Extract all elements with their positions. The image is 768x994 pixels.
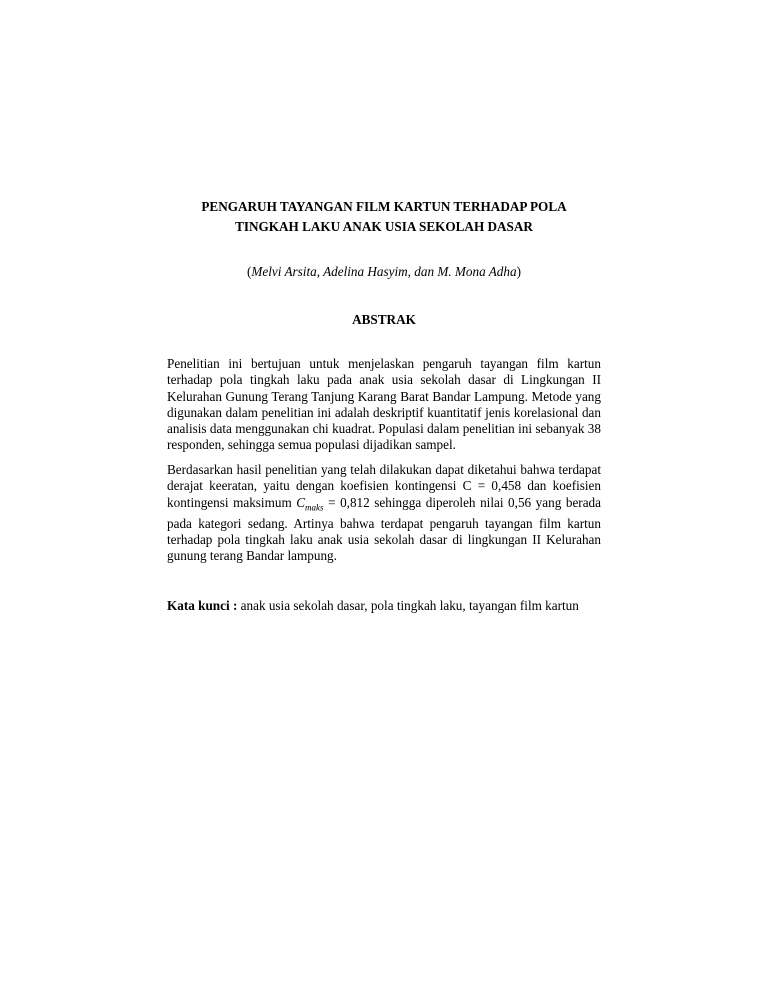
abstract-paragraph-2 xyxy=(167,462,601,564)
author-names: Melvi Arsita, Adelina Hasyim, dan M. Mona Adha xyxy=(251,264,517,279)
keywords-label: Kata kunci : xyxy=(167,598,238,613)
cmaks-symbol-main: C xyxy=(296,494,306,510)
author-list xyxy=(150,262,618,282)
abstract-paragraph-1: Penelitian ini bertujuan untuk menjelaskan pengaruh tayangan film kartun terhadap pola tingkah laku pada anak usia sekolah dasar di Lingkungan II Kelurahan Gunung Terang Tanjung Karang Barat Bandar Lampung. Metode yang digunakan dalam penelitian ini adalah deskriptif kuantitatif jenis korelasional dan analisis data menggunakan chi kuadrat. Populasi dalam penelitian ini sebanyak 38 responden, sehingga semua populasi dijadikan sampel. xyxy=(167,356,601,453)
paper-title-line-1: PENGARUH TAYANGAN FILM KARTUN TERHADAP POLA xyxy=(201,199,567,214)
abstract-paragraph-2-part-2: = 0,812 sehingga diperoleh nilai 0,56 yang berada pada kategori sedang. Artinya bahwa terdapat pengaruh tayangan film kartun terhadap pola tingkah laku anak usia sekolah dasar di lingkungan II Kelurahan gunung terang Bandar lampung. xyxy=(167,494,601,564)
author-close-paren: ) xyxy=(516,264,521,279)
paper-title-line-2: TINGKAH LAKU ANAK USIA SEKOLAH DASAR xyxy=(235,219,533,234)
cmaks-symbol xyxy=(296,494,324,513)
abstract-paragraph-2-part-1: Berdasarkan hasil penelitian yang telah dilakukan dapat diketahui bahwa terdapat derajat keeratan, yaitu dengan koefisien kontingensi C = 0,458 dan koefisien kontingensi maksimum xyxy=(167,462,601,510)
cmaks-symbol-subscript: maks xyxy=(305,502,324,513)
keywords-line xyxy=(167,597,637,615)
keywords-text: anak usia sekolah dasar, pola tingkah laku, tayangan film kartun xyxy=(237,598,579,613)
paper-title xyxy=(150,197,618,237)
author-open-paren: ( xyxy=(246,264,252,279)
abstract-heading: ABSTRAK xyxy=(352,312,416,327)
